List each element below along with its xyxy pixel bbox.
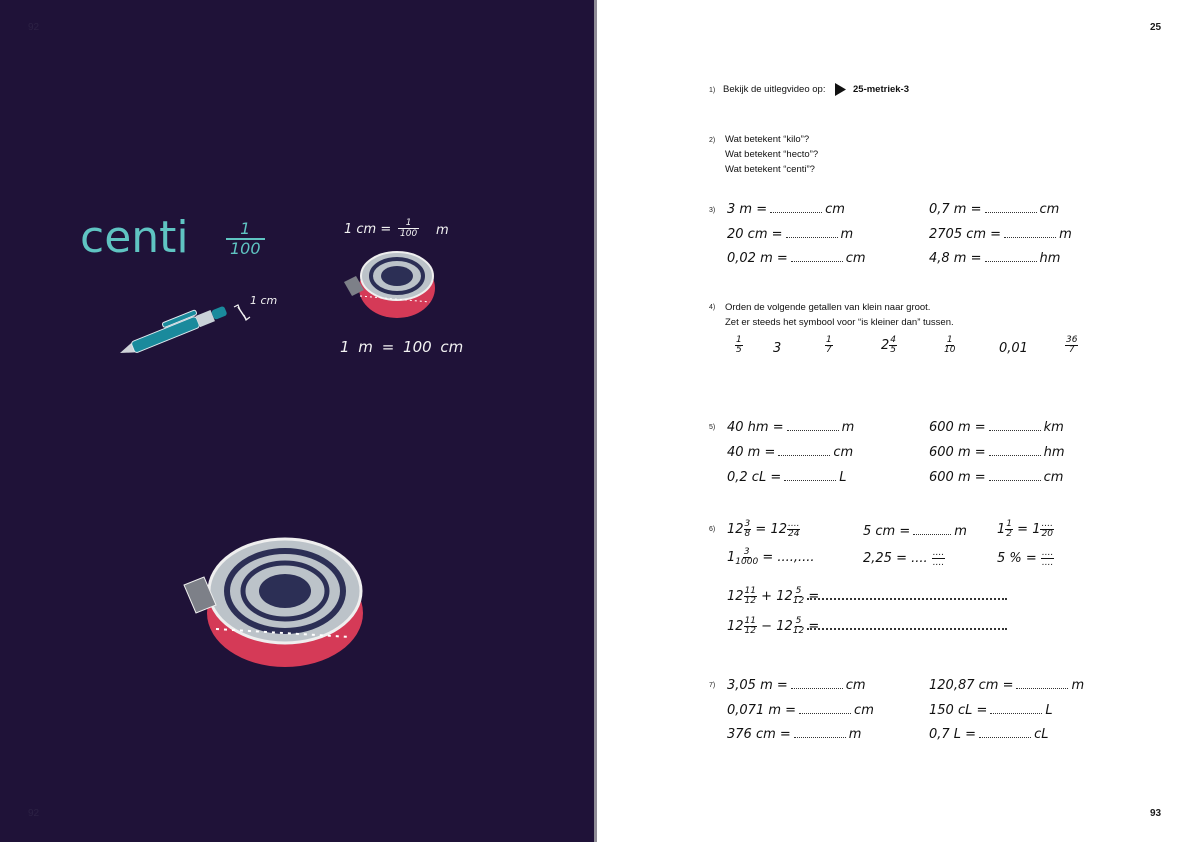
numerator: 3 bbox=[744, 519, 751, 529]
answer-blank[interactable] bbox=[989, 421, 1041, 431]
number-1-7 bbox=[825, 336, 833, 355]
answer-blank[interactable] bbox=[989, 446, 1041, 456]
whole: 12 bbox=[727, 589, 744, 604]
exercise-5-item bbox=[727, 445, 853, 460]
operator: − bbox=[761, 619, 773, 634]
number-1-10 bbox=[944, 336, 955, 355]
exercise-3-item bbox=[929, 202, 1059, 217]
answer-line[interactable] bbox=[807, 598, 1007, 600]
exercise-6-number: 6) bbox=[709, 526, 716, 533]
answer-blank[interactable] bbox=[778, 446, 830, 456]
answer-blank[interactable] bbox=[794, 728, 846, 738]
whole: 12 bbox=[727, 522, 744, 537]
denominator: 10 bbox=[944, 345, 956, 355]
exercise-2-line-1: Wat betekent “kilo”? bbox=[725, 134, 810, 145]
exercise-1-text: Bekijk de uitlegvideo op: bbox=[723, 84, 826, 95]
page-number-left-top: 92 bbox=[28, 22, 40, 33]
exercise-5-item bbox=[929, 445, 1065, 460]
centi-fraction bbox=[226, 220, 265, 258]
item-left: 2,25 = bbox=[863, 551, 907, 566]
exercise-6d bbox=[727, 548, 815, 567]
item-left: 4,8 m = bbox=[929, 251, 982, 266]
centi-fraction-denominator: 100 bbox=[226, 238, 265, 258]
answer-blank[interactable] bbox=[784, 471, 836, 481]
item-unit: L bbox=[839, 470, 847, 485]
whole: 12 bbox=[776, 619, 793, 634]
number-1-5 bbox=[735, 336, 743, 355]
numerator: 1 bbox=[946, 335, 953, 345]
item-left: 150 cL = bbox=[929, 703, 988, 718]
denominator: 12 bbox=[744, 626, 756, 636]
item-unit: m bbox=[848, 727, 862, 742]
denominator: 24 bbox=[788, 529, 800, 539]
item-left: 600 m = bbox=[929, 445, 986, 460]
numerator: 1 bbox=[826, 335, 832, 345]
item-left: 0,7 L = bbox=[929, 727, 977, 742]
number-2-4-5 bbox=[881, 336, 897, 355]
numerator: 11 bbox=[744, 586, 756, 596]
item-left: 5 % = bbox=[997, 551, 1037, 566]
answer-blank[interactable] bbox=[1004, 228, 1056, 238]
item-left: 0,7 m = bbox=[929, 202, 982, 217]
play-icon[interactable] bbox=[835, 83, 847, 96]
answer-blank[interactable] bbox=[990, 704, 1042, 714]
item-left: 40 m = bbox=[727, 445, 776, 460]
answer-blank[interactable] bbox=[791, 679, 843, 689]
item-unit: km bbox=[1043, 420, 1064, 435]
item-unit: cm bbox=[825, 202, 845, 217]
pen-label: 1 cm bbox=[250, 294, 278, 307]
whole: 2 bbox=[881, 338, 890, 353]
denominator: 20 bbox=[1041, 529, 1053, 539]
right-page bbox=[597, 0, 1191, 842]
video-link[interactable]: 25-metriek-3 bbox=[853, 84, 909, 95]
m-equation: 1 m = 100 cm bbox=[340, 338, 464, 356]
item-left: 20 cm = bbox=[727, 227, 783, 242]
numerator: 4 bbox=[890, 335, 897, 345]
exercise-3-item bbox=[727, 227, 853, 242]
whole: 12 bbox=[727, 619, 744, 634]
exercise-5-number: 5) bbox=[709, 424, 716, 431]
whole: 1 bbox=[1032, 522, 1041, 537]
whole: 1 bbox=[727, 550, 736, 565]
item-unit: cL bbox=[1034, 727, 1049, 742]
number-3: 3 bbox=[773, 341, 782, 356]
whole: 1 bbox=[997, 522, 1006, 537]
exercise-7-item bbox=[929, 703, 1053, 718]
numerator-blank[interactable]: .... bbox=[932, 548, 945, 558]
denominator-blank[interactable]: .... bbox=[1041, 558, 1054, 568]
item-left: 0,071 m = bbox=[727, 703, 797, 718]
item-unit: hm bbox=[1039, 251, 1061, 266]
denominator: 7 bbox=[826, 345, 832, 355]
item-unit: cm bbox=[833, 445, 854, 460]
answer-blank[interactable] bbox=[1016, 679, 1068, 689]
exercise-3-number: 3) bbox=[709, 207, 716, 214]
pen-icon bbox=[110, 285, 260, 365]
numerator: 36 bbox=[1066, 335, 1078, 345]
numerator-blank[interactable]: .... bbox=[1041, 548, 1054, 558]
denominator: 12 bbox=[792, 626, 805, 636]
exercise-6b bbox=[863, 524, 967, 539]
exercise-6f bbox=[997, 549, 1054, 568]
denominator: 5 bbox=[736, 345, 742, 355]
cm-equation-unit: m bbox=[436, 223, 449, 238]
item-left: 0,02 m = bbox=[727, 251, 788, 266]
whole-blank[interactable]: .... bbox=[911, 551, 928, 566]
numerator: 5 bbox=[795, 616, 802, 626]
denominator: 8 bbox=[744, 529, 751, 539]
exercise-6g bbox=[727, 587, 819, 606]
item-left: 5 cm = bbox=[863, 524, 911, 539]
denominator: 7 bbox=[1068, 345, 1075, 355]
answer-blank[interactable] bbox=[985, 252, 1037, 262]
exercise-5-item bbox=[727, 470, 846, 485]
answer-blank[interactable] bbox=[985, 203, 1037, 213]
answer-blank[interactable] bbox=[791, 252, 843, 262]
answer-blank[interactable] bbox=[770, 203, 822, 213]
answer-blank[interactable] bbox=[989, 471, 1041, 481]
exercise-2-number: 2) bbox=[709, 137, 716, 144]
numerator-blank[interactable]: .... bbox=[788, 519, 800, 529]
exercise-3-item bbox=[727, 251, 866, 266]
centi-word: centi bbox=[80, 212, 189, 263]
item-left: 0,2 cL = bbox=[727, 470, 782, 485]
item-unit: m bbox=[841, 420, 855, 435]
item-unit: m bbox=[1059, 227, 1072, 242]
whole: 12 bbox=[776, 589, 793, 604]
answer-blank[interactable] bbox=[786, 228, 838, 238]
exercise-4-number: 4) bbox=[709, 304, 716, 311]
denominator: 2 bbox=[1006, 529, 1013, 539]
numerator: 3 bbox=[743, 547, 750, 557]
operator: + bbox=[761, 589, 773, 604]
page-number-right-top: 25 bbox=[1150, 22, 1162, 33]
answer-blank[interactable] bbox=[913, 525, 951, 535]
exercise-6c bbox=[997, 520, 1054, 539]
item-left: 600 m = bbox=[929, 470, 986, 485]
item-unit: hm bbox=[1043, 445, 1065, 460]
numerator: 11 bbox=[744, 616, 756, 626]
item-unit: cm bbox=[854, 703, 874, 718]
number-36-7 bbox=[1065, 336, 1078, 355]
tape-measure-small-icon bbox=[342, 246, 442, 336]
item-left: 3 m = bbox=[727, 202, 768, 217]
answer[interactable]: = ....,.... bbox=[762, 550, 815, 565]
exercise-2-line-3: Wat betekent “centi”? bbox=[725, 164, 815, 175]
exercise-7-item bbox=[929, 678, 1084, 693]
answer-blank[interactable] bbox=[799, 704, 851, 714]
numerator: 1 bbox=[1006, 519, 1013, 529]
item-unit: cm bbox=[1039, 202, 1060, 217]
exercise-3-item bbox=[929, 251, 1060, 266]
page-number-right-bottom: 93 bbox=[1150, 808, 1162, 819]
cm-equation-denominator: 100 bbox=[400, 229, 418, 239]
answer-blank[interactable] bbox=[979, 728, 1031, 738]
exercise-6a bbox=[727, 520, 800, 539]
whole: 12 bbox=[770, 522, 788, 537]
item-unit: L bbox=[1045, 703, 1053, 718]
exercise-2-line-2: Wat betekent “hecto”? bbox=[725, 149, 819, 160]
exercise-6h bbox=[727, 617, 819, 636]
item-unit: cm bbox=[845, 678, 866, 693]
number-0-01: 0,01 bbox=[999, 341, 1028, 356]
item-left: 120,87 cm = bbox=[929, 678, 1014, 693]
denominator: 1000 bbox=[735, 557, 759, 567]
item-unit: cm bbox=[1043, 470, 1064, 485]
item-left: 3,05 m = bbox=[727, 678, 788, 693]
answer-blank[interactable] bbox=[787, 421, 839, 431]
item-left: 40 hm = bbox=[727, 420, 784, 435]
numerator: 1 bbox=[736, 335, 742, 345]
exercise-3-item bbox=[929, 227, 1072, 242]
denominator-blank[interactable]: .... bbox=[932, 558, 945, 568]
centi-fraction-numerator: 1 bbox=[240, 219, 251, 238]
tape-measure-large-icon bbox=[180, 525, 370, 675]
numerator: 5 bbox=[795, 586, 802, 596]
exercise-5-item bbox=[727, 420, 854, 435]
denominator: 5 bbox=[890, 345, 897, 355]
denominator: 12 bbox=[792, 596, 805, 606]
answer-line[interactable] bbox=[807, 628, 1007, 630]
item-left: 376 cm = bbox=[727, 727, 791, 742]
equals: = bbox=[755, 522, 767, 537]
cm-equation-numerator: 1 bbox=[405, 218, 412, 228]
cm-equation-left: 1 cm = bbox=[344, 222, 392, 237]
exercise-5-item bbox=[929, 470, 1063, 485]
exercise-7-item bbox=[727, 703, 874, 718]
item-left: 600 m = bbox=[929, 420, 986, 435]
exercise-1-number: 1) bbox=[709, 87, 716, 94]
item-unit: m bbox=[840, 227, 854, 242]
item-unit: m bbox=[954, 524, 967, 539]
exercise-5-item bbox=[929, 420, 1064, 435]
item-unit: m bbox=[1071, 678, 1085, 693]
equals: = bbox=[808, 619, 820, 634]
equals: = bbox=[1017, 522, 1029, 537]
exercise-7-item bbox=[727, 678, 866, 693]
cm-equation-fraction bbox=[398, 218, 419, 239]
exercise-7-number: 7) bbox=[709, 682, 716, 689]
denominator: 12 bbox=[744, 596, 756, 606]
exercise-4-line-2: Zet er steeds het symbool voor “is kleiner dan” tussen. bbox=[725, 317, 954, 328]
item-unit: cm bbox=[845, 251, 866, 266]
numerator-blank[interactable]: .... bbox=[1041, 519, 1053, 529]
exercise-7-item bbox=[727, 727, 861, 742]
exercise-7-item bbox=[929, 727, 1048, 742]
left-page bbox=[0, 0, 594, 842]
item-left: 2705 cm = bbox=[929, 227, 1002, 242]
equals: = bbox=[808, 589, 820, 604]
page-number-left-bottom: 92 bbox=[28, 808, 40, 819]
exercise-4-line-1: Orden de volgende getallen van klein naar groot. bbox=[725, 302, 931, 313]
exercise-6e bbox=[863, 549, 945, 568]
exercise-3-item bbox=[727, 202, 845, 217]
